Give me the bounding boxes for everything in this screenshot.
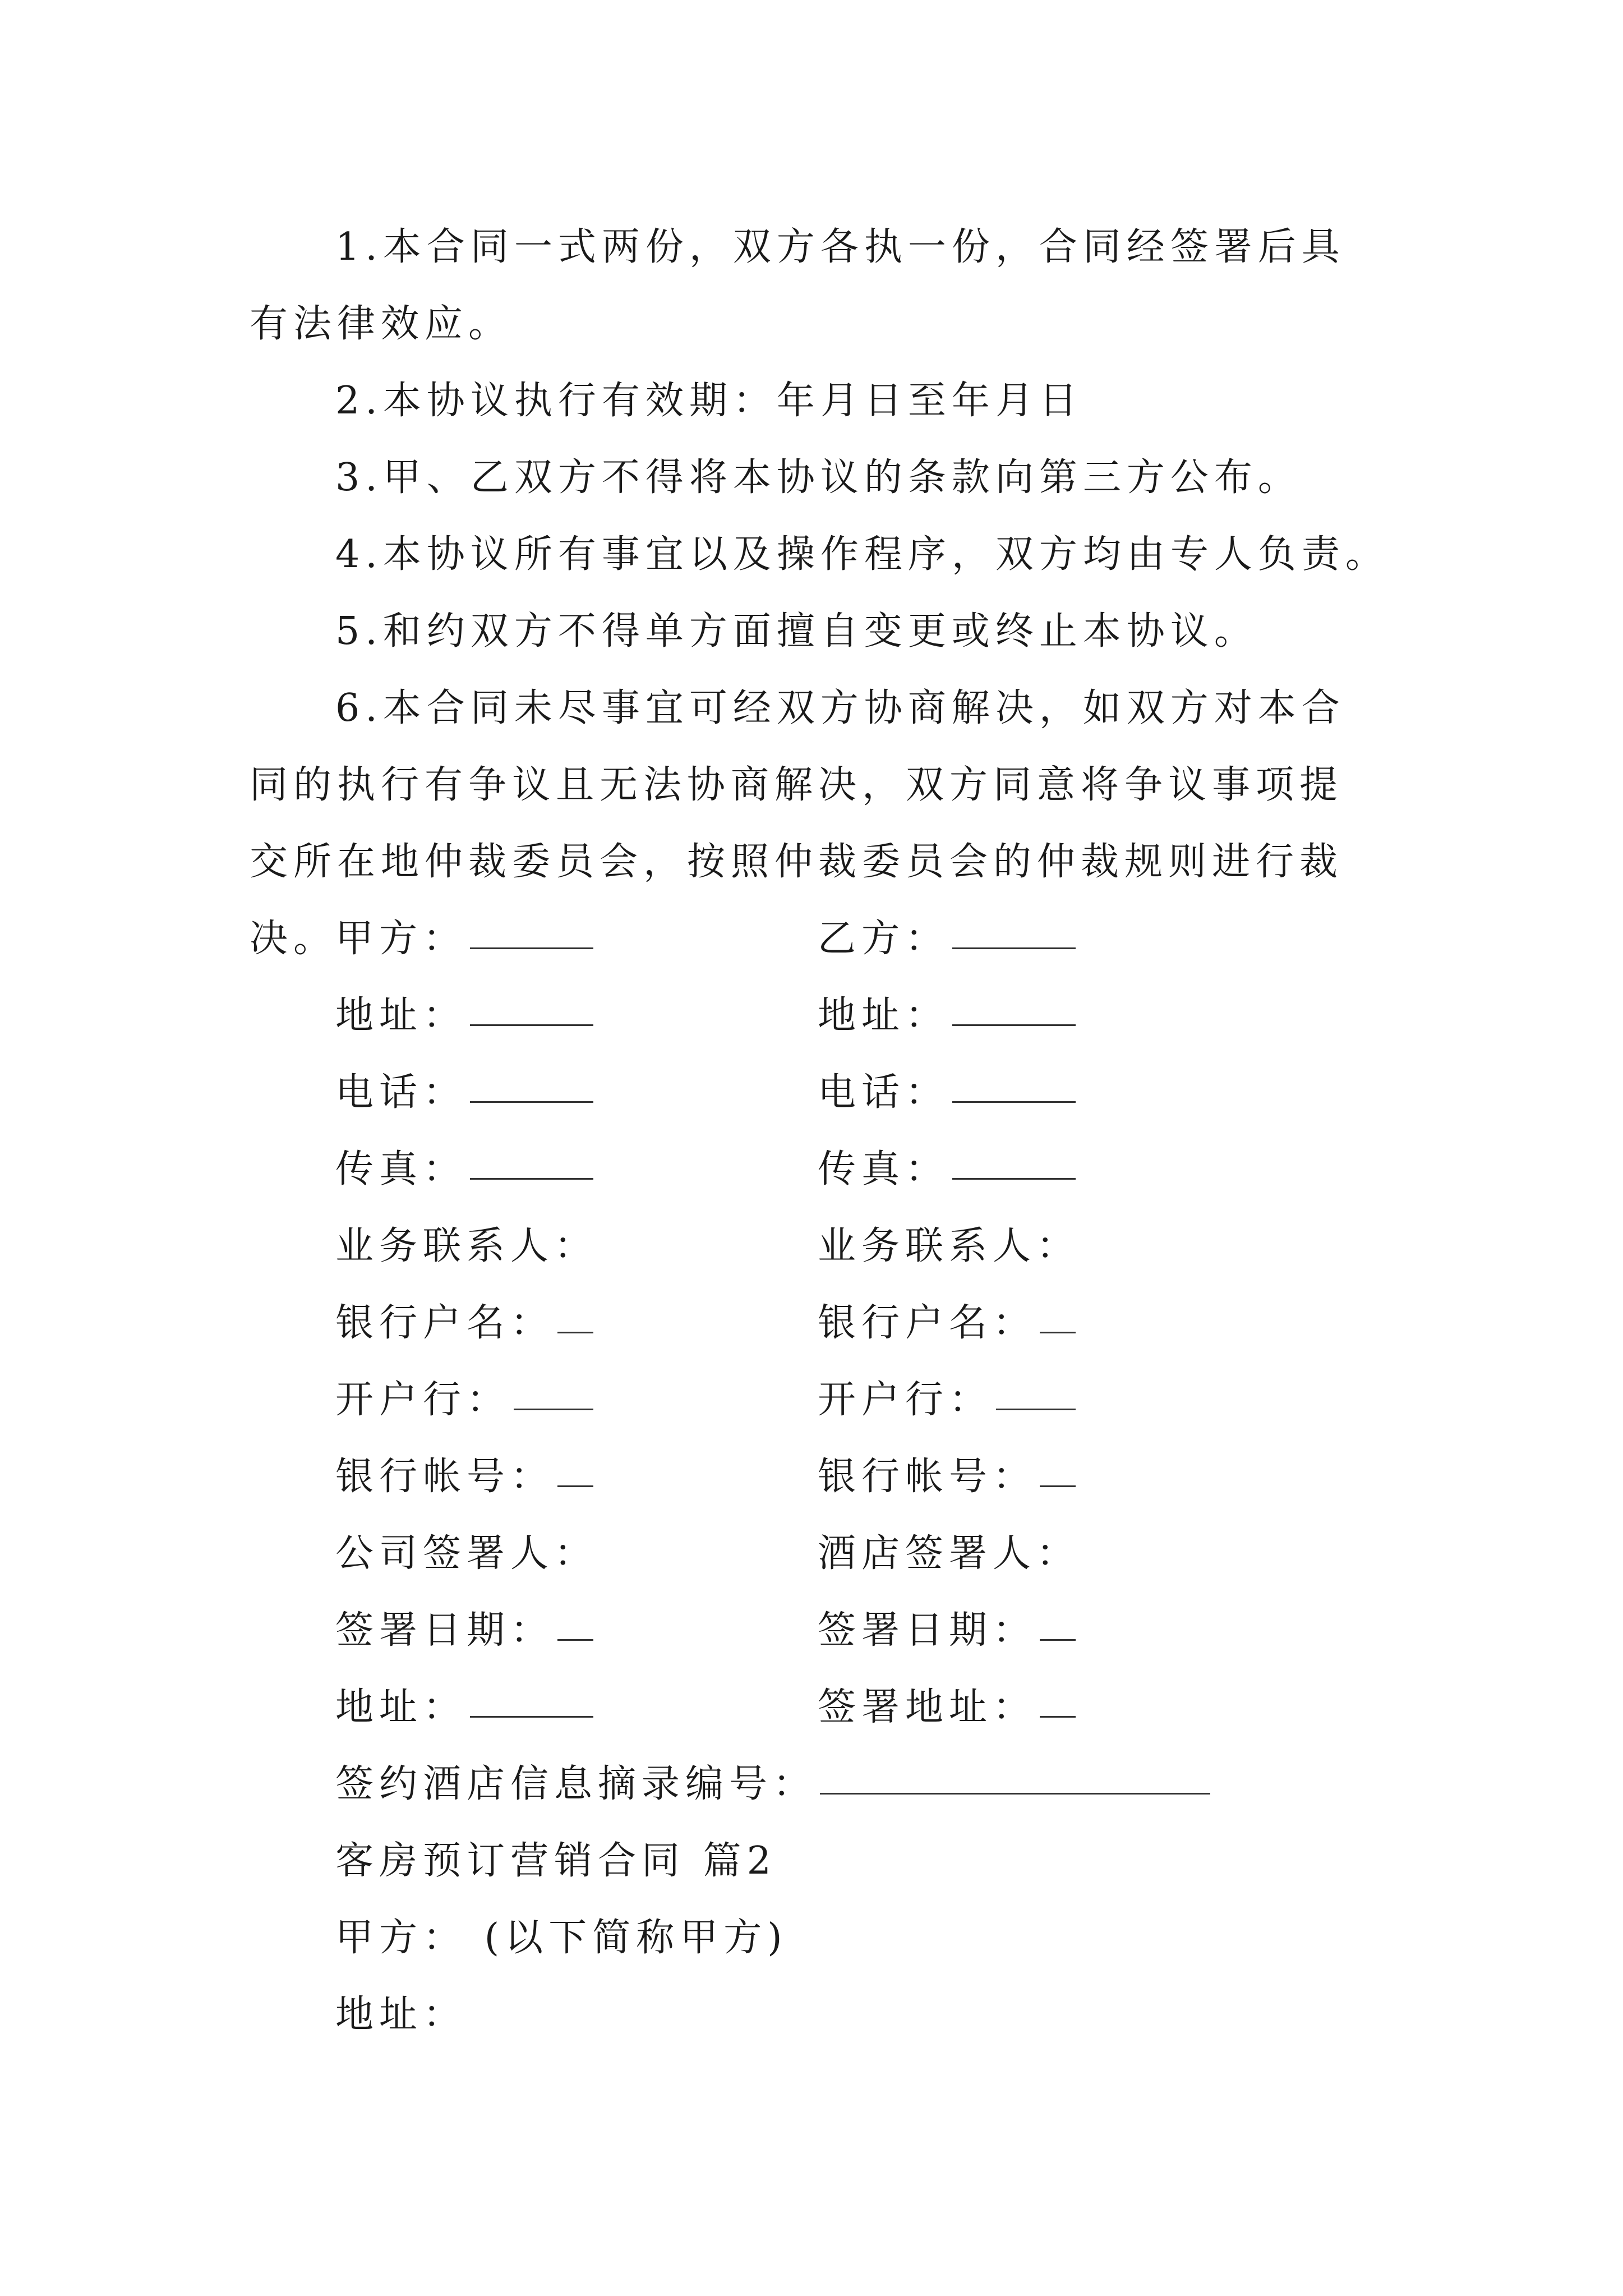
hotel-info-field: 签约酒店信息摘录编号： [335, 1746, 1210, 1823]
bank-b-field: 开户行： [818, 1361, 1210, 1438]
account-name-a-field: 银行户名： [335, 1285, 728, 1361]
blank-line [1040, 1639, 1076, 1641]
sign-address-a-field: 地址： [335, 1669, 728, 1746]
signature-row-fax [335, 1131, 1210, 1208]
clause-3: 3.甲、乙双方不得将本协议的条款向第三方公布。 [335, 455, 1302, 500]
blank-line [470, 1024, 593, 1026]
blank-line [470, 947, 593, 949]
fax-a-field: 传真： [335, 1131, 728, 1208]
signature-row-date [335, 1592, 1210, 1669]
account-number-a-field: 银行帐号： [335, 1438, 728, 1515]
section-2-title: 客房预订营销合同 篇2 [335, 1839, 777, 1883]
clause-4: 4.本协议所有事宜以及操作程序，双方均由专人负责。 [335, 532, 1389, 577]
account-number-b-field: 银行帐号： [818, 1438, 1210, 1515]
blank-line [557, 1485, 593, 1487]
signature-row-party [335, 900, 1210, 977]
clause-2: 2.本协议执行有效期：年月日至年月日 [335, 379, 1083, 423]
signature-row-phone [335, 1054, 1210, 1131]
blank-line [470, 1178, 593, 1180]
blank-line [1040, 1485, 1076, 1487]
clause-1: 1.本合同一式两份，双方各执一份，合同经签署后具有法律效应。 [250, 225, 1345, 346]
sign-date-a-field: 签署日期： [335, 1592, 728, 1669]
contact-b-field: 业务联系人： [818, 1224, 1081, 1268]
phone-b-field: 电话： [818, 1054, 1210, 1131]
signature-row-contact [335, 1208, 1210, 1285]
hotel-info-row [335, 1746, 1210, 1823]
blank-line [1040, 1332, 1076, 1333]
blank-line [514, 1409, 593, 1410]
signature-row-address [335, 977, 1210, 1054]
party-b-field: 乙方： [818, 900, 1210, 977]
party-a-field: 甲方： [335, 900, 728, 977]
signature-row-account-name [335, 1285, 1210, 1361]
blank-line [996, 1409, 1076, 1410]
blank-line [952, 1178, 1076, 1180]
address-a-field: 地址： [335, 977, 728, 1054]
blank-line [952, 947, 1076, 949]
phone-a-field: 电话： [335, 1054, 728, 1131]
signature-row-account-number [335, 1438, 1210, 1515]
clause-5: 5.和约双方不得单方面擅自变更或终止本协议。 [335, 609, 1258, 654]
fax-b-field: 传真： [818, 1131, 1210, 1208]
bank-a-field: 开户行： [335, 1361, 728, 1438]
blank-line [470, 1716, 593, 1718]
blank-line [952, 1101, 1076, 1103]
blank-line [557, 1332, 593, 1333]
contact-a-field: 业务联系人： [335, 1224, 598, 1268]
blank-line [820, 1793, 1210, 1795]
section-2-address: 地址： [335, 1993, 467, 2037]
signature-row-signer [335, 1515, 1210, 1592]
sign-date-b-field: 签署日期： [818, 1592, 1210, 1669]
address-b-field: 地址： [818, 977, 1210, 1054]
signature-row-sign-address [335, 1669, 1210, 1746]
clause-6: 6.本合同未尽事宜可经双方协商解决，如双方对本合同的执行有争议且无法协商解决，双方同意将争议事项提交所在地仲裁委员会，按照仲裁委员会的仲裁规则进行裁决。 [250, 686, 1345, 961]
blank-line [470, 1101, 593, 1103]
section-2-party-a: 甲方： (以下简称甲方) [335, 1916, 788, 1960]
hotel-signer-field: 酒店签署人： [818, 1531, 1081, 1576]
account-name-b-field: 银行户名： [818, 1285, 1210, 1361]
blank-line [557, 1639, 593, 1641]
signature-row-bank [335, 1361, 1210, 1438]
sign-address-b-field: 签署地址： [818, 1669, 1210, 1746]
blank-line [952, 1024, 1076, 1026]
blank-line [1040, 1716, 1076, 1718]
company-signer-field: 公司签署人： [335, 1531, 598, 1576]
